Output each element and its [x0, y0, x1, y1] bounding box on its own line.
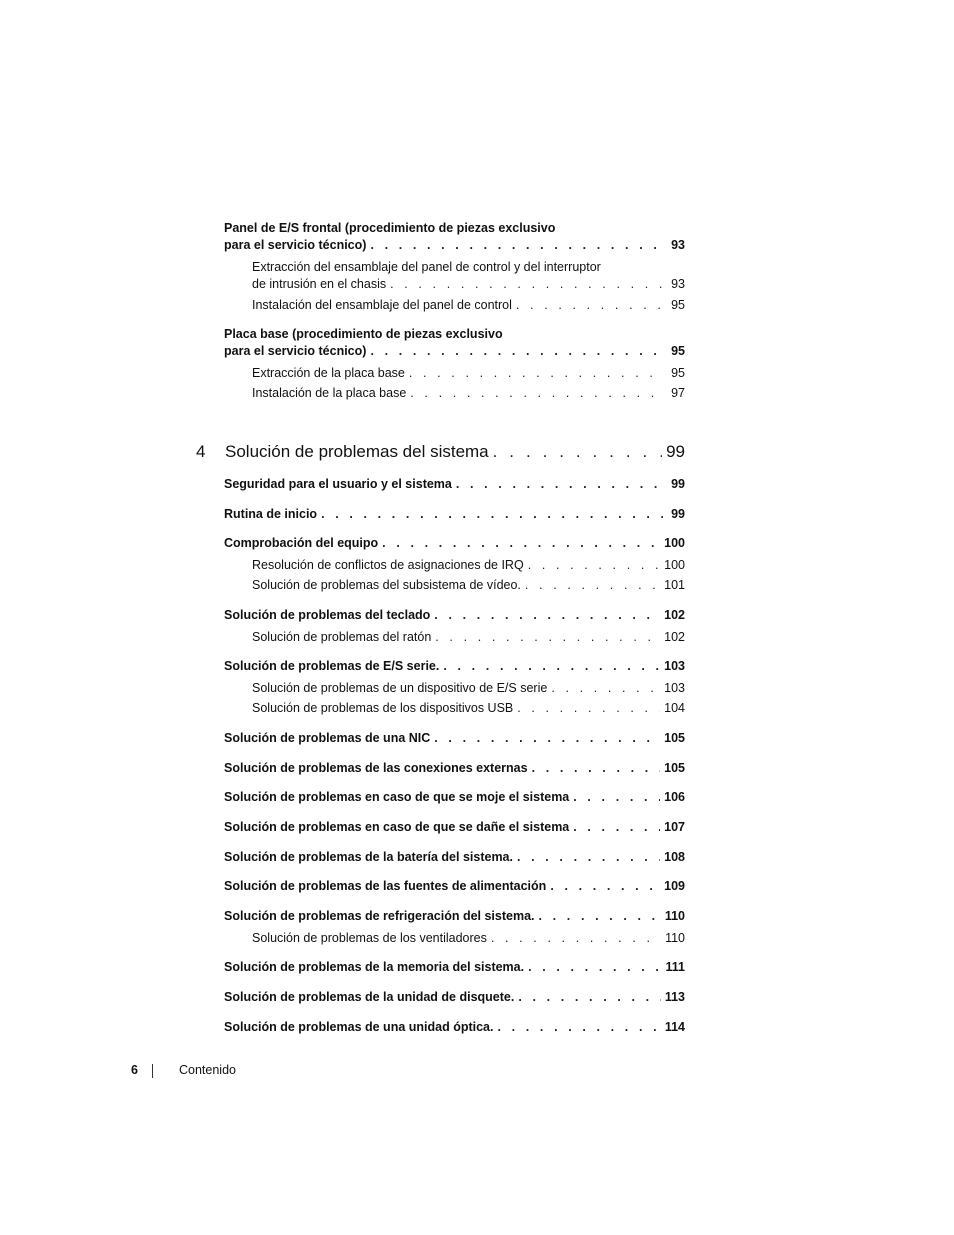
- dot-leader: [516, 297, 663, 314]
- toc-page-number: 100: [664, 536, 685, 550]
- toc-subsection-entry[interactable]: [252, 259, 685, 293]
- toc-section-entry[interactable]: [224, 506, 685, 523]
- toc-entry-title: Solución de problemas de los ventiladores: [252, 931, 487, 945]
- toc-entry-title: para el servicio técnico): [224, 238, 367, 252]
- toc-page-number: 93: [671, 277, 685, 291]
- dot-leader: [525, 577, 660, 594]
- dot-leader: [321, 506, 663, 523]
- toc-page-number: 95: [671, 366, 685, 380]
- toc-page-number: 99: [666, 442, 685, 461]
- dot-leader: [434, 730, 660, 747]
- toc-entry-title: Solución de problemas en caso de que se dañe el sistema: [224, 820, 570, 834]
- toc-entry-title: Solución de problemas de las conexiones externas: [224, 761, 528, 775]
- dot-leader: [528, 557, 660, 574]
- toc-entry-title: Extracción de la placa base: [252, 366, 405, 380]
- toc-entry-title: Solución de problemas del ratón: [252, 630, 432, 644]
- toc-page-number: 108: [664, 850, 685, 864]
- toc-entry-title: Solución de problemas de las fuentes de alimentación: [224, 879, 547, 893]
- dot-leader: [443, 658, 660, 675]
- toc-chapter-entry[interactable]: [196, 442, 685, 462]
- dot-leader: [539, 908, 661, 925]
- dot-leader: [551, 680, 660, 697]
- toc-section-entry[interactable]: [224, 607, 685, 624]
- toc-entry-title: Seguridad para el usuario y el sistema: [224, 477, 452, 491]
- dot-leader: [409, 365, 663, 382]
- toc-subsection-entry[interactable]: [252, 365, 685, 382]
- toc-page-number: 103: [664, 681, 685, 695]
- dot-leader: [370, 343, 663, 360]
- toc-section-entry[interactable]: [224, 819, 685, 836]
- toc-page-number: 110: [664, 909, 685, 923]
- toc-page-number: 97: [671, 386, 685, 400]
- footer-page-number: 6: [131, 1063, 138, 1077]
- toc-section-entry[interactable]: [224, 959, 685, 976]
- footer-section-label: Contenido: [179, 1063, 236, 1077]
- toc-entry-title: Solución de problemas de los dispositivos USB: [252, 701, 514, 715]
- toc-entry-title-line1: Placa base (procedimiento de piezas exclusivo: [224, 327, 503, 341]
- toc-entry-title: Solución de problemas de la batería del sistema.: [224, 850, 513, 864]
- dot-leader: [497, 1019, 660, 1036]
- dot-leader: [550, 878, 660, 895]
- toc-entry-title: Solución de problemas en caso de que se moje el sistema: [224, 790, 570, 804]
- toc-section-entry[interactable]: [224, 789, 685, 806]
- toc-entry-title: Solución de problemas de refrigeración del sistema.: [224, 909, 535, 923]
- toc-section-entry[interactable]: [224, 878, 685, 895]
- dot-leader: [434, 607, 660, 624]
- toc-subsection-entry[interactable]: [252, 557, 685, 574]
- dot-leader: [573, 789, 660, 806]
- toc-section-entry[interactable]: [224, 535, 685, 552]
- dot-leader: [456, 476, 663, 493]
- dot-leader: [493, 442, 662, 462]
- toc-page-number: 110: [665, 931, 685, 945]
- toc-section-entry[interactable]: [224, 760, 685, 777]
- toc-entry-title: Solución de problemas de una NIC: [224, 731, 431, 745]
- toc-entry-title: Solución de problemas de un dispositivo de E/S serie: [252, 681, 548, 695]
- dot-leader: [370, 237, 663, 254]
- toc-entry-title: Instalación del ensamblaje del panel de control: [252, 298, 512, 312]
- toc-entry-title: Solución de problemas de E/S serie.: [224, 659, 440, 673]
- toc-page-number: 107: [664, 820, 685, 834]
- toc-subsection-entry[interactable]: [252, 297, 685, 314]
- toc-section-entry[interactable]: [224, 908, 685, 925]
- toc-page-number: 103: [664, 659, 685, 673]
- footer-separator: [152, 1064, 153, 1078]
- toc-page-number: 93: [671, 238, 685, 252]
- toc-entry-title: Instalación de la placa base: [252, 386, 407, 400]
- toc-section-entry[interactable]: [224, 658, 685, 675]
- toc-entry-title: Solución de problemas de la memoria del sistema.: [224, 960, 525, 974]
- toc-page-number: 102: [664, 608, 685, 622]
- dot-leader: [528, 959, 661, 976]
- dot-leader: [532, 760, 661, 777]
- toc-entry-title: Solución de problemas del teclado: [224, 608, 431, 622]
- dot-leader: [518, 989, 661, 1006]
- toc-page-number: 104: [664, 701, 685, 715]
- toc-entry-title: Solución de problemas de la unidad de disquete.: [224, 990, 515, 1004]
- toc-subsection-entry[interactable]: [252, 385, 685, 402]
- toc-section-entry[interactable]: [224, 220, 685, 254]
- dot-leader: [573, 819, 660, 836]
- toc-entry-title: Solución de problemas del subsistema de vídeo.: [252, 578, 521, 592]
- dot-leader: [410, 385, 663, 402]
- dot-leader: [491, 930, 661, 947]
- toc-entry-title: Rutina de inicio: [224, 507, 318, 521]
- toc-entry-title: Solución de problemas de una unidad óptica.: [224, 1020, 494, 1034]
- toc-page-number: 111: [665, 960, 685, 974]
- toc-subsection-entry[interactable]: [252, 629, 685, 646]
- toc-section-entry[interactable]: [224, 849, 685, 866]
- toc-page-number: 99: [671, 477, 685, 491]
- dot-leader: [517, 700, 660, 717]
- toc-subsection-entry[interactable]: [252, 577, 685, 594]
- dot-leader: [390, 276, 663, 293]
- dot-leader: [435, 629, 660, 646]
- toc-section-entry[interactable]: [224, 1019, 685, 1036]
- toc-subsection-entry[interactable]: [252, 680, 685, 697]
- toc-page-number: 113: [664, 990, 685, 1004]
- toc-entry-title: Solución de problemas del sistema: [225, 442, 489, 461]
- toc-page-number: 99: [671, 507, 685, 521]
- dot-leader: [517, 849, 660, 866]
- toc-page-number: 100: [664, 558, 685, 572]
- toc-entry-title: para el servicio técnico): [224, 344, 367, 358]
- toc-entry-title: de intrusión en el chasis: [252, 277, 387, 291]
- toc-subsection-entry[interactable]: [252, 700, 685, 717]
- toc-section-entry[interactable]: [224, 326, 685, 360]
- toc-section-entry[interactable]: [224, 476, 685, 493]
- toc-page-number: 106: [664, 790, 685, 804]
- toc-page-number: 109: [664, 879, 685, 893]
- toc-entry-title-line1: Extracción del ensamblaje del panel de control y del interruptor: [252, 260, 601, 274]
- toc-page-number: 105: [664, 761, 685, 775]
- toc-entry-title-line1: Panel de E/S frontal (procedimiento de piezas exclusivo: [224, 221, 556, 235]
- toc-section-entry[interactable]: [224, 989, 685, 1006]
- toc-page-number: 95: [671, 344, 685, 358]
- chapter-number: 4: [196, 442, 206, 461]
- toc-page-number: 95: [671, 298, 685, 312]
- toc-page-number: 105: [664, 731, 685, 745]
- toc-section-entry[interactable]: [224, 730, 685, 747]
- toc-entry-title: Comprobación del equipo: [224, 536, 379, 550]
- dot-leader: [382, 535, 660, 552]
- toc-page-number: 101: [664, 578, 685, 592]
- toc-page-number: 114: [664, 1020, 685, 1034]
- toc-page-number: 102: [664, 630, 685, 644]
- toc-entry-title: Resolución de conflictos de asignaciones de IRQ: [252, 558, 524, 572]
- toc-subsection-entry[interactable]: [252, 930, 685, 947]
